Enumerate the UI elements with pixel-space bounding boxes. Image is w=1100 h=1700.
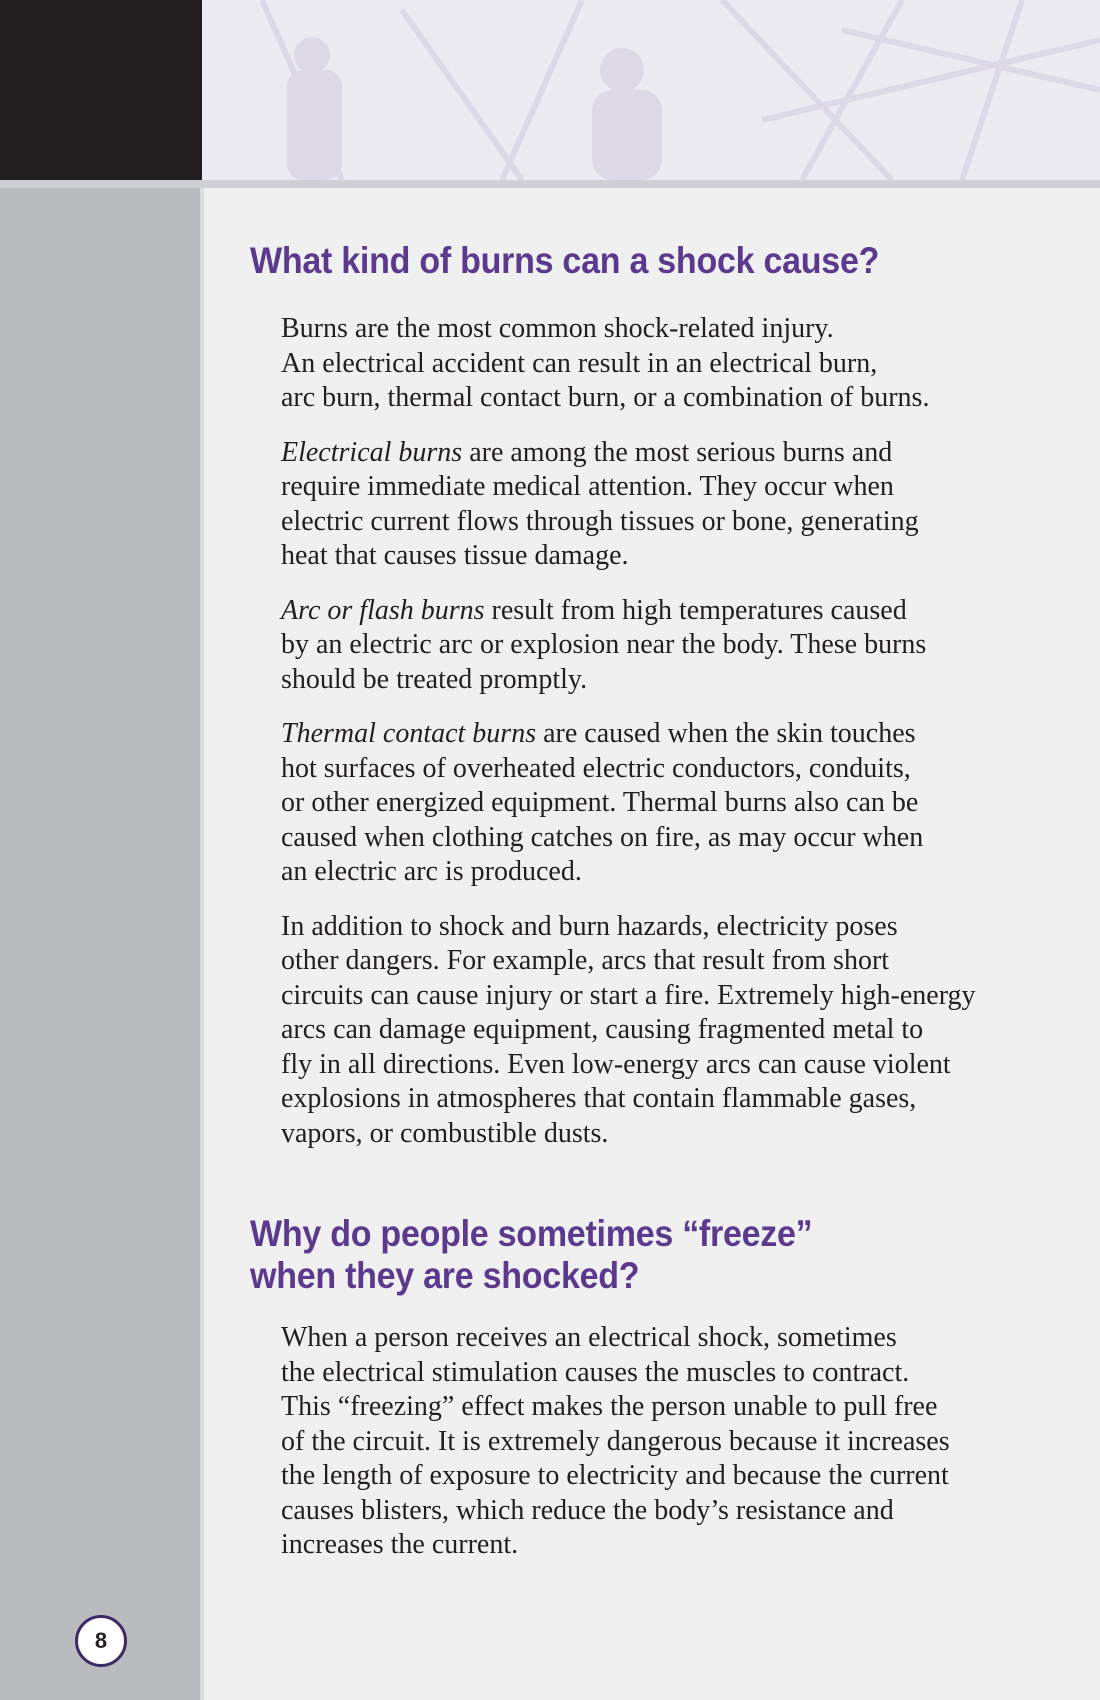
- text-fragment: result from high temperatures caused: [484, 594, 907, 626]
- text-line: [250, 594, 1010, 629]
- text-line: require immediate medical attention. They occur when: [281, 471, 894, 502]
- text-line: by an electric arc or explosion near the body. These burns: [281, 629, 927, 660]
- term-electrical-burns: Electrical burns: [281, 436, 463, 468]
- sidebar-edge: [200, 188, 204, 1700]
- text-line: fly in all directions. Even low-energy arcs can cause violent: [281, 1048, 951, 1080]
- heading-line: Why do people sometimes “freeze”: [250, 1213, 813, 1254]
- text-line: heat that causes tissue damage.: [281, 540, 629, 571]
- term-thermal-contact-burns: Thermal contact burns: [281, 718, 537, 749]
- text-line: caused when clothing catches on fire, as may occur when: [281, 821, 924, 853]
- header-black-block: [0, 0, 202, 180]
- text-line: other dangers. For example, arcs that result from short: [281, 945, 890, 976]
- text-line: hot surfaces of overheated electric conductors, conduits,: [281, 752, 911, 784]
- heading-line: when they are shocked?: [250, 1255, 640, 1296]
- text-line: causes blisters, which reduce the body’s resistance and: [281, 1494, 894, 1526]
- text-line: the length of exposure to electricity and because the current: [281, 1460, 949, 1491]
- text-line: arcs can damage equipment, causing fragmented metal to: [281, 1014, 924, 1045]
- paragraph-other-dangers: [250, 910, 1010, 1152]
- text-line: of the circuit. It is extremely dangerous because it increases: [281, 1425, 950, 1457]
- text-fragment: are among the most serious burns and: [462, 436, 893, 468]
- text-line: increases the current.: [281, 1529, 519, 1560]
- linemen-silhouette-illustration: [202, 0, 1100, 180]
- section-heading-burns: What kind of burns can a shock cause?: [250, 240, 880, 281]
- text-line: the electrical stimulation causes the muscles to contract.: [281, 1356, 910, 1388]
- text-line: arc burn, thermal contact burn, or a combination of burns.: [281, 382, 930, 413]
- main-content: [250, 240, 1010, 1583]
- paragraph-thermal-contact-burns: [250, 717, 1010, 890]
- header-banner-image: [202, 0, 1100, 180]
- text-line: circuits can cause injury or start a fire. Extremely high-energy: [281, 979, 976, 1011]
- text-line: or other energized equipment. Thermal burns also can be: [281, 787, 919, 818]
- section-heading-freeze: [250, 1213, 949, 1297]
- text-line: This “freezing” effect makes the person unable to pull free: [281, 1391, 938, 1422]
- paragraph-arc-flash-burns: [250, 594, 1010, 698]
- header-divider: [0, 180, 1100, 188]
- text-line: [250, 436, 1010, 471]
- page-number-badge: 8: [75, 1615, 127, 1667]
- text-line: When a person receives an electrical shock, sometimes: [281, 1322, 897, 1353]
- text-line: electric current flows through tissues or bone, generating: [281, 505, 919, 537]
- text-line: should be treated promptly.: [281, 663, 588, 695]
- text-line: In addition to shock and burn hazards, electricity poses: [281, 910, 898, 942]
- text-line: Burns are the most common shock-related injury.: [281, 313, 834, 344]
- text-line: [250, 717, 1010, 752]
- paragraph-freezing-effect: [250, 1321, 1010, 1563]
- text-line: explosions in atmospheres that contain flammable gases,: [281, 1083, 917, 1114]
- paragraph-electrical-burns: [250, 436, 1010, 574]
- text-fragment: are caused when the skin touches: [536, 718, 916, 749]
- term-arc-flash-burns: Arc or flash burns: [281, 594, 485, 626]
- text-line: an electric arc is produced.: [281, 856, 582, 887]
- text-line: vapors, or combustible dusts.: [281, 1117, 609, 1149]
- text-line: An electrical accident can result in an electrical burn,: [281, 347, 878, 379]
- left-sidebar: [0, 188, 200, 1700]
- paragraph-burns-intro: [250, 312, 1010, 416]
